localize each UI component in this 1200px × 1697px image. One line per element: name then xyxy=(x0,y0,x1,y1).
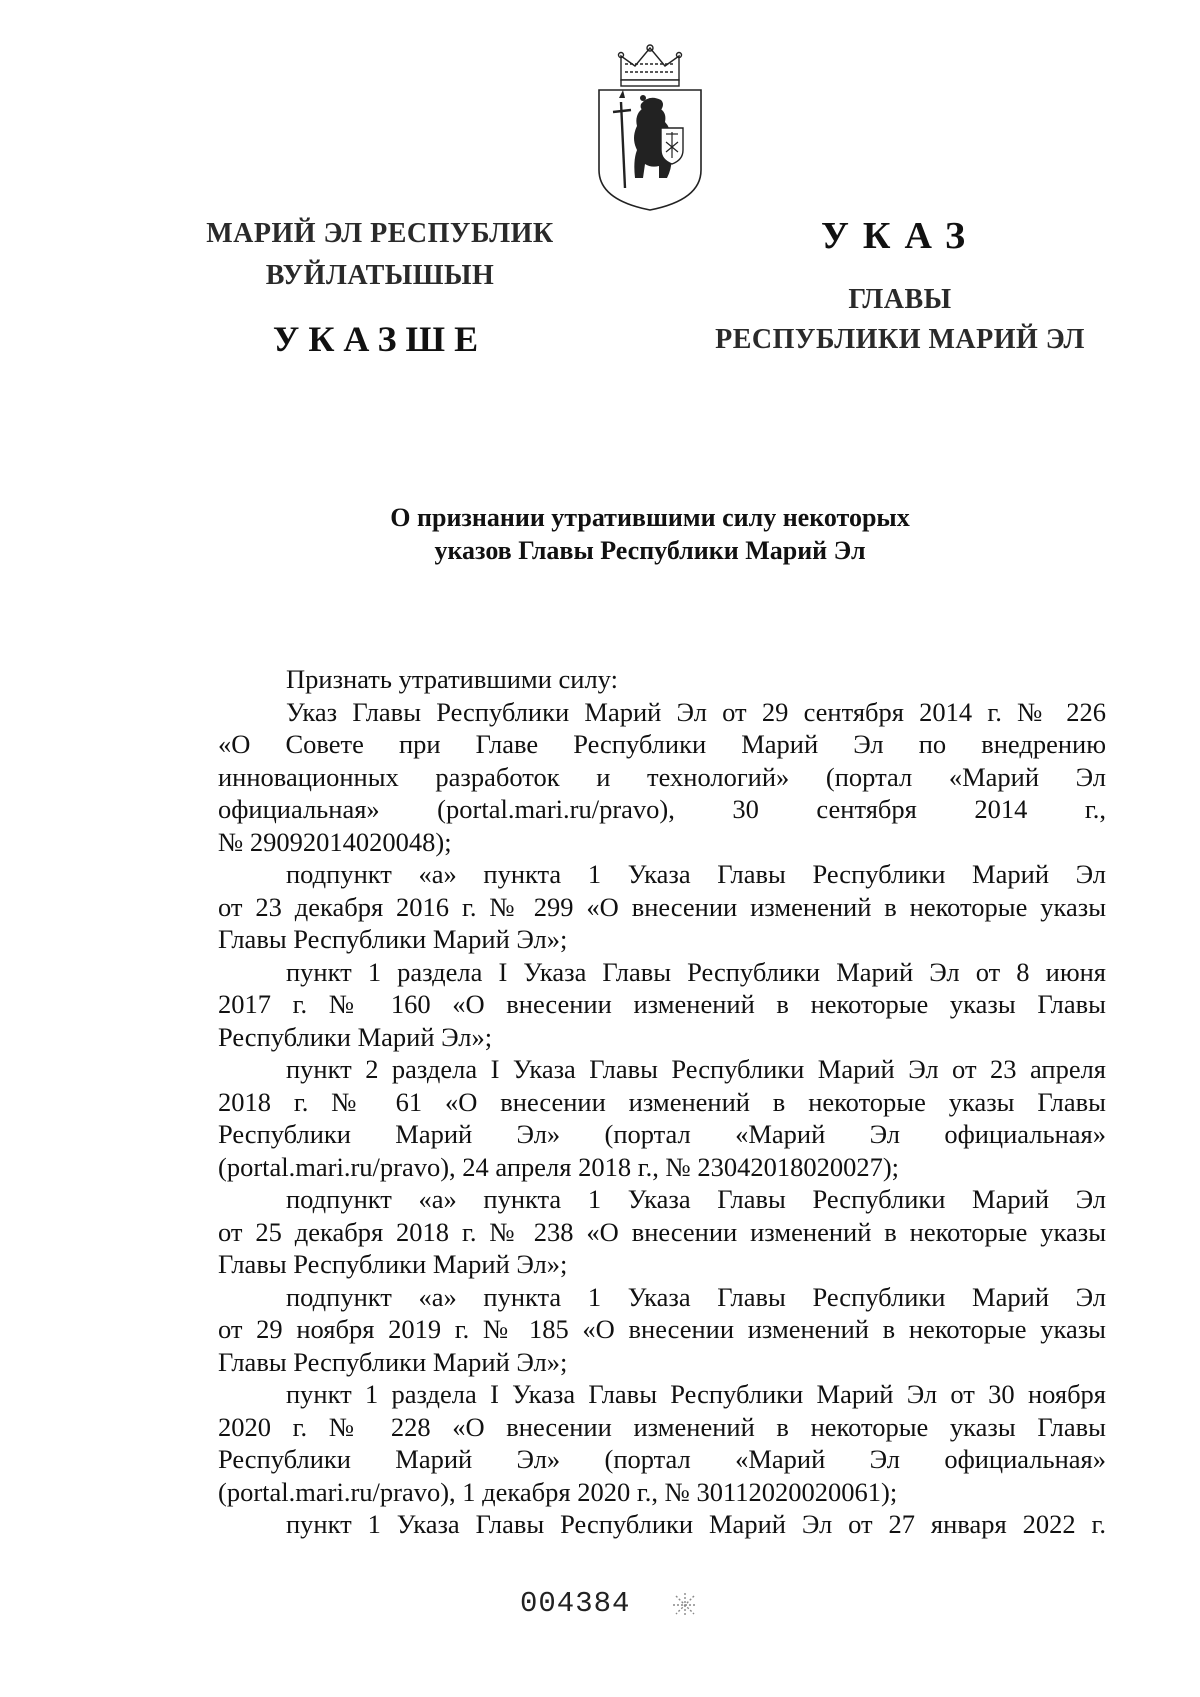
header-right-title: УКАЗ xyxy=(821,215,979,257)
header-left-line2: ВУЙЛАТЫШЫН xyxy=(265,260,495,291)
body-line: официальная» (portal.mari.ru/pravo), 30 сентября 2014 г., xyxy=(218,794,1106,824)
coat-of-arms-icon xyxy=(591,42,709,214)
body-line: пункт 1 раздела I Указа Главы Республики Марий Эл от 8 июня xyxy=(286,956,1106,987)
body-line: 2020 г. № 228 «О внесении изменений в некоторые указы Главы xyxy=(218,1411,1106,1442)
body-line: от 25 декабря 2018 г. № 238 «О внесении изменений в некоторые указы xyxy=(218,1216,1106,1247)
body-line: инновационных разработок и технологий» (портал «Марий Эл xyxy=(218,761,1106,792)
body-line: подпункт «а» пункта 1 Указа Главы Республики Марий Эл xyxy=(286,1281,1106,1312)
document-title-line1: О признании утратившими силу некоторых xyxy=(390,503,910,532)
body-line: от 23 декабря 2016 г. № 299 «О внесении изменений в некоторые указы xyxy=(218,891,1106,922)
body-line: Указ Главы Республики Марий Эл от 29 сентября 2014 г. № 226 xyxy=(286,696,1106,727)
body-line: подпункт «а» пункта 1 Указа Главы Республики Марий Эл xyxy=(286,859,1106,889)
body-line: Признать утратившими силу: xyxy=(286,664,618,694)
body-line: Республики Марий Эл» (портал «Марий Эл официальная» xyxy=(218,1119,1106,1149)
body-line: Главы Республики Марий Эл»; xyxy=(218,1249,568,1279)
body-line: № 29092014020048); xyxy=(218,826,452,857)
header-left-line1: МАРИЙ ЭЛ РЕСПУБЛИК xyxy=(206,218,554,249)
document-title xyxy=(250,501,1050,567)
header-right-line3: РЕСПУБЛИКИ МАРИЙ ЭЛ xyxy=(715,324,1085,355)
body-line: «О Совете при Главе Республики Марий Эл по внедрению xyxy=(218,729,1106,759)
body-line: пункт 1 Указа Главы Республики Марий Эл от 27 января 2022 г. xyxy=(286,1509,1106,1539)
body-line: 2017 г. № 160 «О внесении изменений в некоторые указы Главы xyxy=(218,989,1106,1019)
body-line: 2018 г. № 61 «О внесении изменений в некоторые указы Главы xyxy=(218,1086,1106,1117)
body-line: пункт 1 раздела I Указа Главы Республики Марий Эл от 30 ноября xyxy=(286,1379,1106,1409)
body-line: от 29 ноября 2019 г. № 185 «О внесении изменений в некоторые указы xyxy=(218,1314,1106,1344)
body-line: Республики Марий Эл» (портал «Марий Эл официальная» xyxy=(218,1444,1106,1474)
header-left-title: УКАЗШЕ xyxy=(272,319,488,359)
header-right-line2: ГЛАВЫ xyxy=(848,284,952,315)
document-number: 004384 xyxy=(520,1587,631,1620)
document-body xyxy=(218,663,1106,1541)
body-line: (portal.mari.ru/pravo), 24 апреля 2018 г., № 23042018020027); xyxy=(218,1151,900,1182)
body-line: Главы Республики Марий Эл»; xyxy=(218,1346,568,1377)
asterisk-mark-icon xyxy=(670,1590,700,1620)
document-title-line2: указов Главы Республики Марий Эл xyxy=(434,536,866,565)
body-line: Главы Республики Марий Эл»; xyxy=(218,924,568,954)
body-line: подпункт «а» пункта 1 Указа Главы Республики Марий Эл xyxy=(286,1184,1106,1214)
body-line: пункт 2 раздела I Указа Главы Республики Марий Эл от 23 апреля xyxy=(286,1054,1106,1084)
body-line: (portal.mari.ru/pravo), 1 декабря 2020 г., № 30112020020061); xyxy=(218,1476,898,1507)
body-line: Республики Марий Эл»; xyxy=(218,1021,493,1052)
